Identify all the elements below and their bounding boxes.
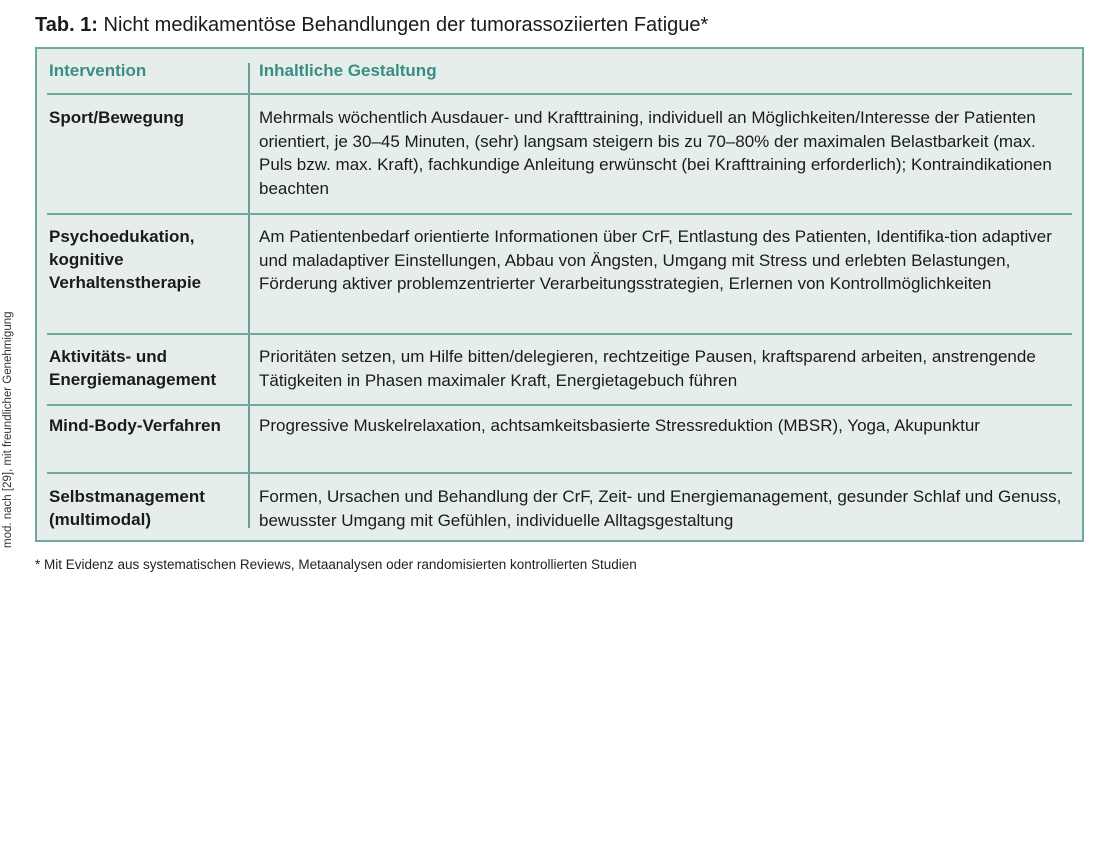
row-5-intervention: Selbstmanagement (multimodal) [49, 487, 205, 529]
row-4-intervention: Mind-Body-Verfahren [49, 416, 221, 435]
footnote: * Mit Evidenz aus systematischen Reviews, Metaanalysen oder randomisierten kontrollierten Studien [35, 557, 637, 572]
row-2-intervention: Psychoedukation, kognitive Verhaltenstherapie [49, 227, 202, 292]
row-separator [47, 93, 1072, 95]
row-separator [47, 213, 1072, 215]
row-4-content: Progressive Muskelrelaxation, achtsamkeitsbasierte Stressreduktion (MBSR), Yoga, Akupunktur [259, 416, 980, 435]
side-note-text: mod. nach [29], mit freundlicher Genehmigung [2, 311, 14, 548]
table-caption: Nicht medikamentöse Behandlungen der tumorassoziierten Fatigue* [103, 14, 709, 36]
row-separator [47, 333, 1072, 335]
header-content: Inhaltliche Gestaltung [259, 61, 437, 80]
table-panel [35, 47, 1084, 542]
row-5-content: Formen, Ursachen und Behandlung der CrF, Zeit- und Energiemanagement, gesunder Schlaf und Genuss, bewusster Umgang mit Gefühlen, individuelle Alltagsgestaltung [259, 487, 1062, 530]
column-divider [248, 63, 250, 528]
row-3-content: Prioritäten setzen, um Hilfe bitten/delegieren, rechtzeitige Pausen, kraftsparend arbeiten, anstrengende Tätigkeiten in Phasen maximaler Kraft, Energietagebuch führen [259, 347, 1036, 390]
side-note [2, 311, 24, 848]
table-label: Tab. 1: [35, 14, 98, 36]
row-separator [47, 472, 1072, 474]
row-3-intervention: Aktivitäts- und Energiemanagement [49, 347, 217, 389]
row-1-intervention: Sport/Bewegung [49, 108, 185, 127]
row-separator [47, 404, 1072, 406]
row-1-content: Mehrmals wöchentlich Ausdauer- und Krafttraining, individuell an Möglichkeiten/Interesse der Patienten orientiert, je 30–45 Minuten, (sehr) langsam steigern bis zu 70–80% der maximalen Belastbarkeit (max. Puls bzw. max. Kraft), fachkundige Anleitung erwünscht (bei Krafttraining erforderlich); Kontraindikationen beachten [259, 108, 1052, 198]
row-2-content: Am Patientenbedarf orientierte Informationen über CrF, Entlastung des Patienten, Identifika-tion adaptiver und maladaptiver Einstellungen, Abbau von Ängsten, Umgang mit Stress und erlebten Belastungen, Förderung aktiver problemzentrierter Verarbeitungsstrategien, Erlernen von Kontrollmöglichkeiten [259, 227, 1052, 293]
table-title [35, 14, 708, 37]
header-intervention: Intervention [49, 61, 147, 80]
